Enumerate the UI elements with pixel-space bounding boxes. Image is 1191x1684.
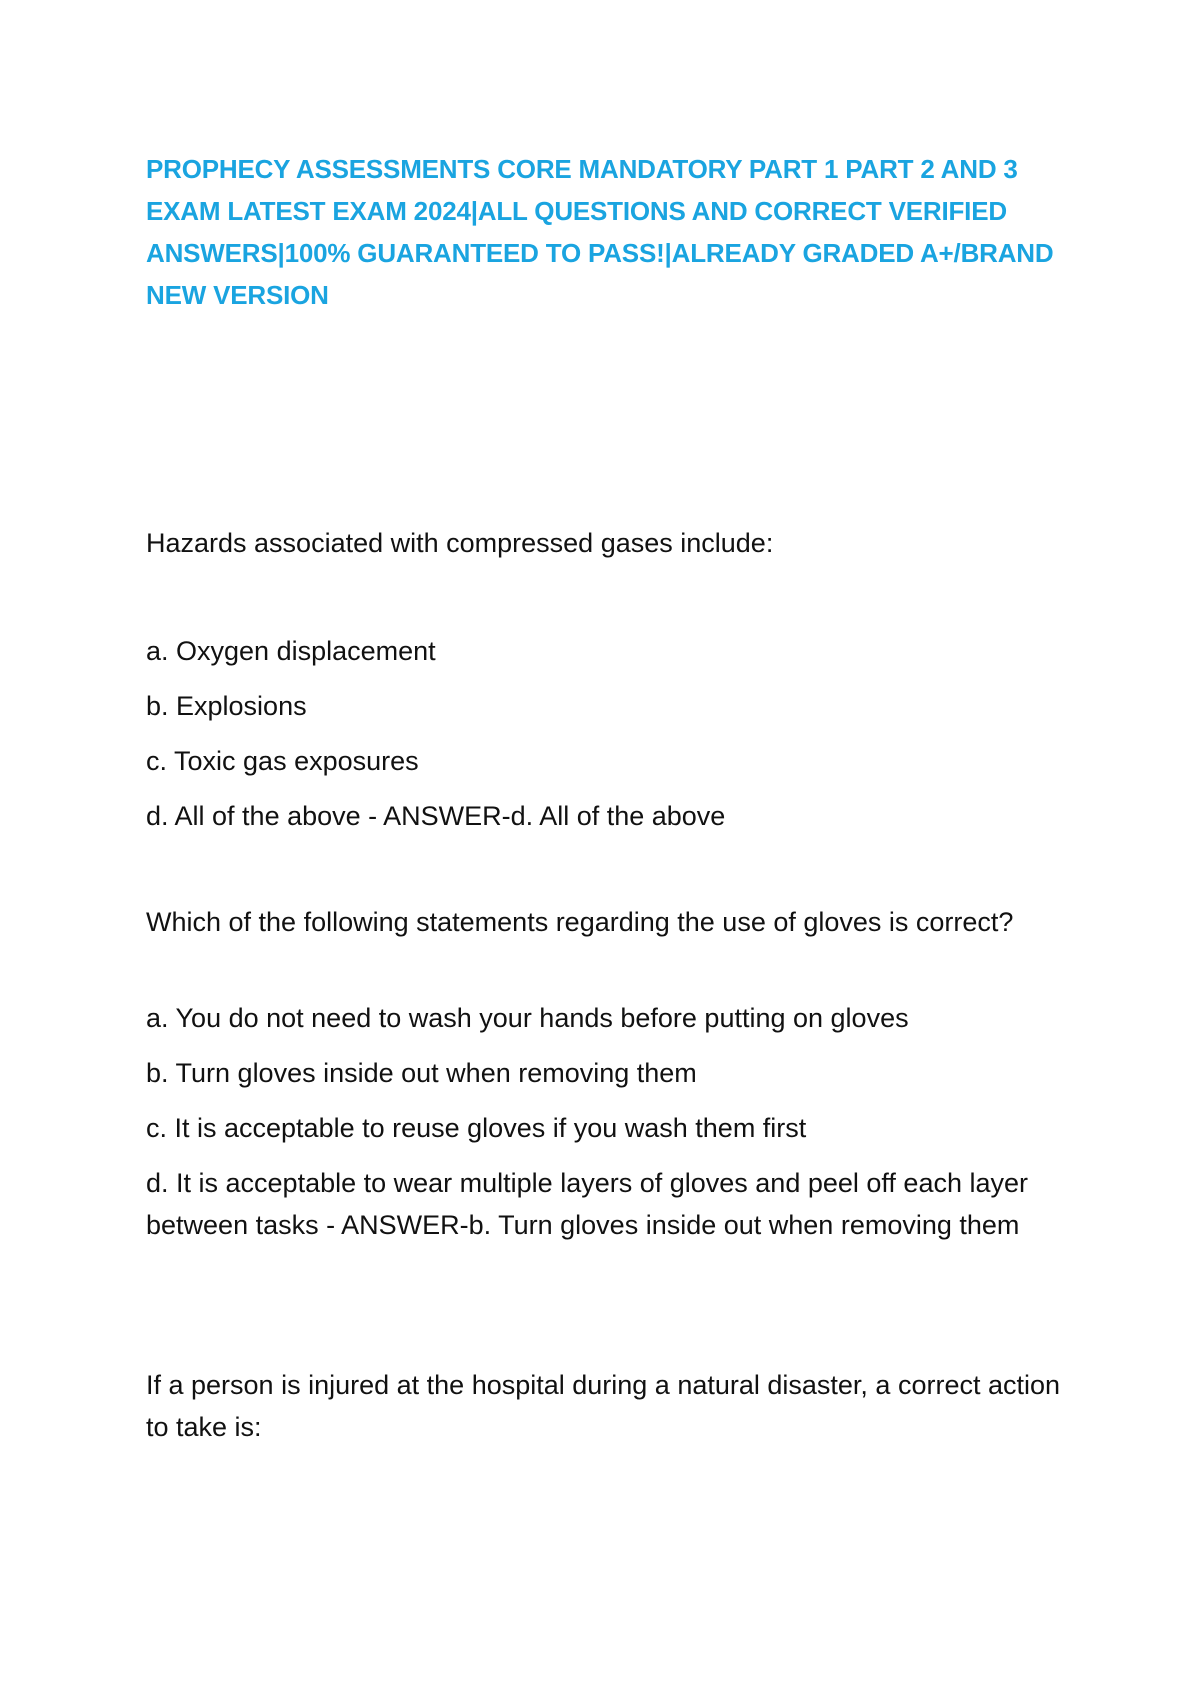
- question-2-option-c: c. It is acceptable to reuse gloves if you wash them first: [146, 1113, 807, 1143]
- question-2-text: Which of the following statements regarding the use of gloves is correct?: [146, 907, 1014, 937]
- question-2-option-d-answer: d. It is acceptable to wear multiple layers of gloves and peel off each layer between tasks - ANSWER-b. Turn gloves inside out when removing them: [146, 1168, 1028, 1240]
- document-title: PROPHECY ASSESSMENTS CORE MANDATORY PART 1 PART 2 AND 3 EXAM LATEST EXAM 2024|ALL QUESTIONS AND CORRECT VERIFIED ANSWERS|100% GUARANTEED TO PASS!|ALREADY GRADED A+/BRAND NEW VERSION: [146, 154, 1054, 310]
- question-1-option-c: c. Toxic gas exposures: [146, 746, 419, 776]
- question-2-option-a: a. You do not need to wash your hands before putting on gloves: [146, 1003, 909, 1033]
- question-1-option-d-answer: d. All of the above - ANSWER-d. All of the above: [146, 801, 726, 831]
- question-3-text: If a person is injured at the hospital during a natural disaster, a correct action to take is:: [146, 1370, 1061, 1442]
- question-1-option-b: b. Explosions: [146, 691, 307, 721]
- question-2-option-b: b. Turn gloves inside out when removing them: [146, 1058, 697, 1088]
- question-1-option-a: a. Oxygen displacement: [146, 636, 436, 666]
- question-1-text: Hazards associated with compressed gases include:: [146, 528, 774, 558]
